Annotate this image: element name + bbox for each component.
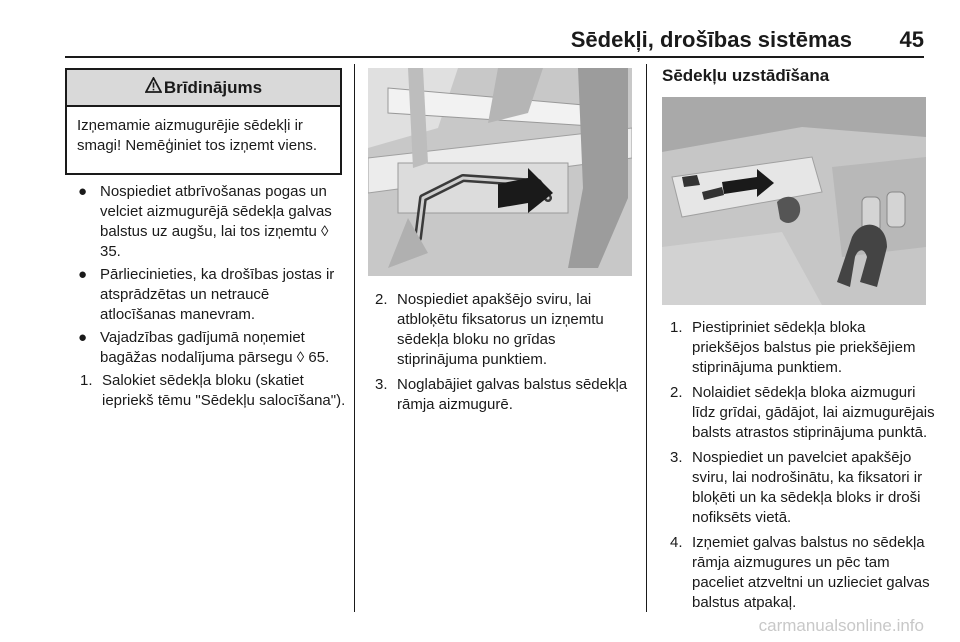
warning-title: Brīdinājums [163, 77, 263, 97]
step-item: 2. Nospiediet apakšējo sviru, lai atbloķētu fiksatorus un izņemtu sēdekļa bloku no grīdas stiprinājuma punktiem. [375, 291, 604, 368]
step-item: 3. Noglabājiet galvas balstus sēdekļa rāmja aizmugurē. [375, 376, 628, 413]
step-item: 1. Piestipriniet sēdekļa bloka priekšējos balstus pie priekšējiem stiprinājuma punktiem. [670, 319, 916, 376]
list-item: ● Vajadzības gadījumā noņemiet bagāžas nodalījuma pārsegu ◊ 65. [78, 329, 330, 366]
list-item: ● Pārliecinieties, ka drošības jostas ir atsprādzētas un netraucē atlocīšanas manevram. [78, 266, 335, 323]
warning-triangle-icon [145, 77, 162, 98]
warning-header [67, 70, 340, 107]
step-item: 1. Salokiet sēdekļa bloku (skatiet iepriekš tēmu "Sēdekļu salocīšana"). [80, 372, 346, 409]
column-divider-1 [354, 64, 355, 612]
step-item: 4. Izņemiet galvas balstus no sēdekļa rāmja aizmugures un pēc tam paceliet atzveltni un uzlieciet galvas balstus atpakaļ. [670, 534, 930, 611]
column-divider-2 [646, 64, 647, 612]
column-1-text [78, 182, 346, 411]
step-item: 3. Nospiediet un pavelciet apakšējo sviru, lai nodrošinātu, ka fiksatori ir bloķēti un ka sēdekļa bloks ir droši nofiksēts vietā. [670, 449, 923, 526]
watermark: carmanualsonline.info [758, 616, 924, 635]
warning-box [65, 68, 342, 175]
page-header [0, 0, 960, 58]
page-title: Sēdekļi, drošības sistēmas [570, 27, 852, 52]
column-3-text [668, 318, 936, 618]
list-item: ● Nospiediet atbrīvošanas pogas un velciet aizmugurējā sēdekļa galvas balstus uz augšu, lai tos izņemtu ◊ 35. [78, 183, 332, 260]
header-rule [65, 56, 924, 58]
step-item: 2. Nolaidiet sēdekļa bloka aizmuguri līdz grīdai, gādājot, lai aizmugurējais balsts atrastos stiprinājuma punktā. [670, 384, 935, 441]
column-2-text [373, 290, 628, 420]
page-number: 45 [899, 27, 924, 52]
seat-mount-illustration [662, 97, 926, 305]
warning-text: Izņemamie aizmugurējie sēdekļi ir smagi! Nemēģiniet tos izņemt viens. [77, 117, 318, 154]
section-title: Sēdekļu uzstādīšana [662, 66, 830, 85]
seat-lever-illustration [368, 68, 632, 276]
